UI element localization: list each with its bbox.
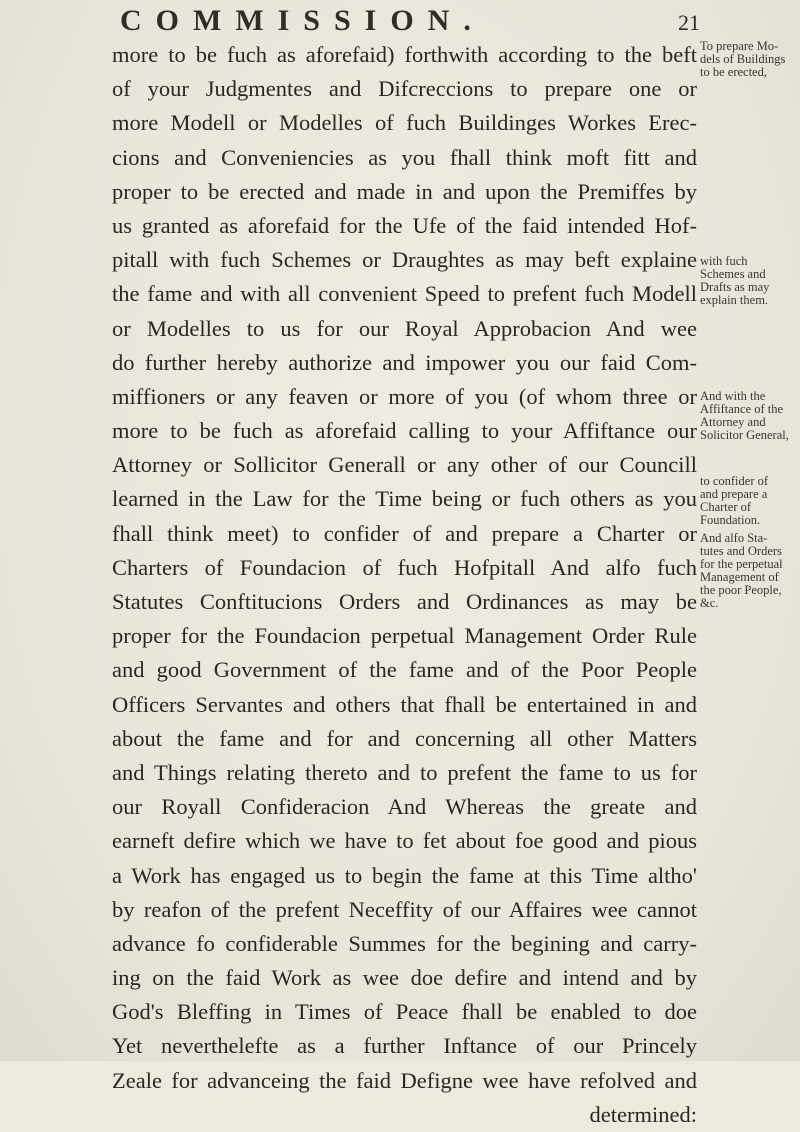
margin-note-line: Management of [700, 570, 779, 584]
text-line: and Things relating thereto and to prefent the fame to us for [112, 759, 697, 785]
margin-note-line: And with the [700, 389, 766, 403]
text-line: Officers Servantes and others that fhall be entertained in and [112, 691, 697, 717]
text-line: ing on the faid Work as wee doe defire and intend and by [112, 965, 697, 991]
margin-note-line: dels of Buildings [700, 52, 786, 66]
margin-note [700, 255, 796, 307]
text-line: miffioners or any feaven or more of you (of whom three or [112, 383, 697, 409]
text-line: proper for the Foundacion perpetual Management Order Rule [112, 623, 697, 649]
text-line: pitall with fuch Schemes or Draughtes as may beft explaine [112, 247, 697, 273]
margin-note [700, 40, 796, 79]
margin-note-line: and prepare a [700, 487, 768, 501]
margin-note-line: to confider of [700, 474, 769, 488]
margin-note-line: with fuch [700, 254, 748, 268]
text-line: more Modell or Modelles of fuch Buildinges Workes Erec- [112, 110, 697, 136]
margin-note-line: Solicitor General, [700, 428, 789, 442]
text-line: or Modelles to us for our Royal Approbacion And wee [112, 315, 697, 341]
page-number: 21 [678, 10, 700, 35]
margin-note-line: Affiftance of the [700, 402, 784, 416]
text-line: about the fame and for and concerning all other Matters [112, 725, 697, 751]
margin-note-line: the poor People, [700, 583, 782, 597]
margin-note-line: To prepare Mo- [700, 39, 779, 53]
margin-note [700, 475, 796, 527]
text-line: fhall think meet) to confider of and prepare a Charter or [112, 520, 697, 546]
text-line: learned in the Law for the Time being or fuch others as you [112, 486, 697, 512]
text-line: more to be fuch as aforefaid calling to your Affiftance our [112, 418, 697, 444]
text-line: earneft defire which we have to fet about foe good and pious [112, 828, 697, 854]
text-line: God's Bleffing in Times of Peace fhall be enabled to doe [112, 999, 697, 1025]
text-line: the fame and with all convenient Speed to prefent fuch Modell [112, 281, 697, 307]
text-line: more to be fuch as aforefaid) forthwith according to the beft [112, 42, 697, 67]
text-line: advance fo confiderable Summes for the begining and carry- [112, 930, 697, 956]
margin-note-line: Charter of [700, 500, 752, 514]
margin-note [700, 532, 796, 610]
text-line: our Royall Confideracion And Whereas the greate and [112, 794, 697, 820]
text-line: Yet neverthelefte as a further Inftance of our Princely [112, 1033, 697, 1059]
running-head: COMMISSION. [120, 4, 485, 37]
margin-note-line: &c. [700, 596, 719, 610]
margin-note-line: Schemes and [700, 267, 766, 281]
text-line: Zeale for advanceing the faid Defigne wee have refolved and [112, 1067, 697, 1093]
margin-note [700, 390, 796, 442]
text-line: Statutes Conftitucions Orders and Ordinances as may be [112, 589, 697, 614]
page-header [120, 4, 700, 40]
body-text [112, 38, 697, 1132]
text-line: do further hereby authorize and impower you our faid Com- [112, 349, 697, 375]
text-line: and good Government of the fame and of the Poor People [112, 657, 697, 683]
text-line: of your Judgmentes and Difcreccions to prepare one or [112, 76, 697, 102]
text-line: proper to be erected and made in and upon the Premiffes by [112, 178, 697, 204]
margin-note-line: for the perpetual [700, 557, 783, 571]
text-line: Attorney or Sollicitor Generall or any other of our Councill [112, 452, 697, 478]
catchword-line: determined: [589, 1101, 697, 1127]
text-line: by reafon of the prefent Neceffity of our Affaires wee cannot [112, 896, 697, 922]
text-line: us granted as aforefaid for the Ufe of the faid intended Hof- [112, 212, 697, 238]
margin-note-line: explain them. [700, 293, 769, 307]
margin-note-line: to be erected, [700, 65, 767, 79]
margin-note-line: tutes and Orders [700, 544, 782, 558]
margin-note-line: And alfo Sta- [700, 531, 768, 545]
text-line: cions and Conveniencies as you fhall think moft fitt and [112, 144, 697, 170]
margin-note-line: Drafts as may [700, 280, 770, 294]
margin-note-line: Attorney and [700, 415, 766, 429]
text-line: Charters of Foundacion of fuch Hofpitall And alfo fuch [112, 554, 697, 580]
margin-note-line: Foundation. [700, 513, 761, 527]
text-line: a Work has engaged us to begin the fame at this Time altho' [112, 862, 697, 888]
